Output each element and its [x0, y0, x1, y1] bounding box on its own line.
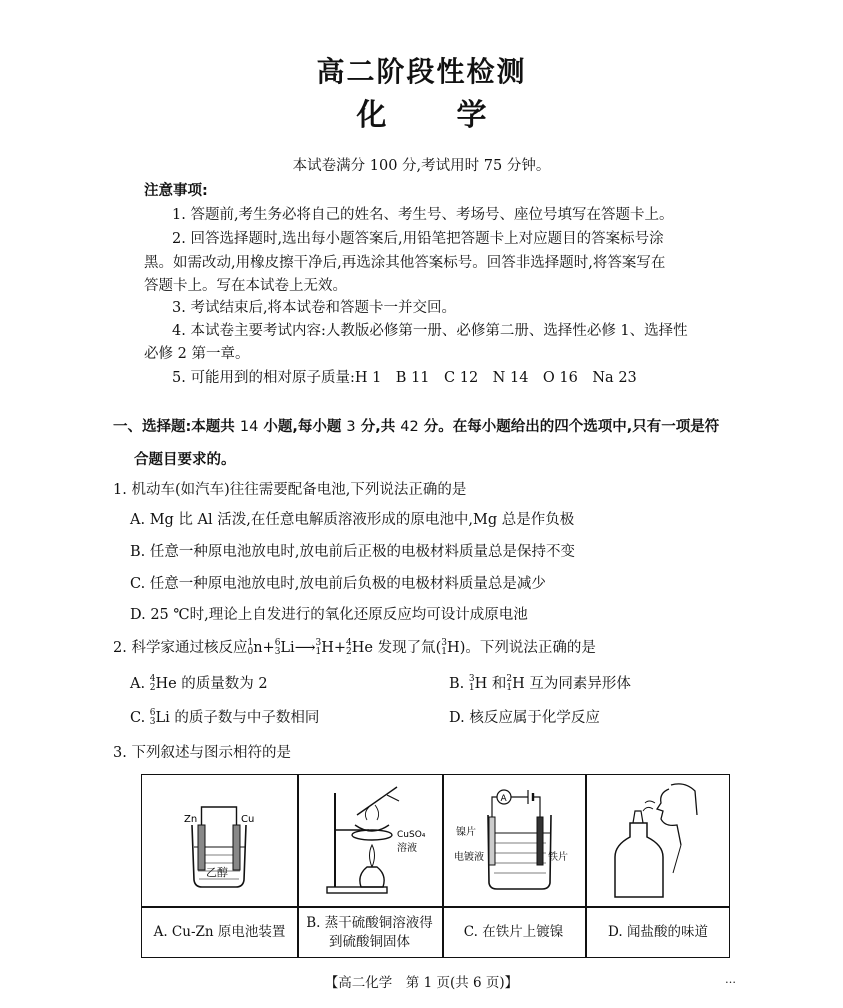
- figure-c-electroplating: [442, 775, 585, 906]
- q1-stem: 1. 机动车(如汽车)往往需要配备电池,下列说法正确的是: [113, 482, 467, 498]
- figure-b-solution-label: 溶液: [397, 843, 417, 854]
- q1-option-b: B. 任意一种原电池放电时,放电前后正极的电极材料质量总是保持不变: [130, 544, 575, 560]
- q3-stem: 3. 下列叙述与图示相符的是: [113, 745, 291, 761]
- q3-figure-table: [141, 774, 730, 958]
- figure-c-bath-label: 电镀液: [454, 852, 484, 863]
- q1-option-c: C. 任意一种原电池放电时,放电前后负极的电极材料质量总是减少: [130, 576, 546, 592]
- section-1-heading: 一、选择题:本题共 14 小题,每小题 3 分,共 42 分。在每小题给出的四个选项中,只有一项是符: [113, 419, 720, 435]
- figure-d-caption: D. 闻盐酸的味道: [608, 924, 708, 940]
- notes-heading: 注意事项:: [144, 183, 208, 199]
- subject-char-2: 学: [456, 98, 487, 133]
- page-footer: 【高二化学 第 1 页(共 6 页)】: [324, 975, 519, 991]
- q1-option-a: A. Mg 比 Al 活泼,在任意电解质溶液形成的原电池中,Mg 总是作负极: [130, 512, 575, 528]
- q2-option-b: B. 3 1H 和2 1H 互为同素异形体: [449, 674, 631, 693]
- subject-title: [0, 90, 843, 134]
- figure-b-caption: B. 蒸干硫酸铜溶液得 到硫酸铜固体: [306, 914, 433, 950]
- figure-c-nickel-label: 镍片: [456, 827, 476, 838]
- exam-title: 高二阶段性检测: [316, 55, 527, 88]
- figure-a-solution-label: 乙醇: [206, 866, 228, 879]
- note-item-2-line-1: 2. 回答选择题时,选出每小题答案后,用铅笔把答题卡上对应题目的答案标号涂: [172, 231, 664, 247]
- subject-char-1: 化: [356, 98, 387, 133]
- note-item-4-line-1: 4. 本试卷主要考试内容:人教版必修第一册、必修第二册、选择性必修 1、选择性: [172, 323, 688, 339]
- figure-b-evaporation: [297, 775, 442, 906]
- figure-b-cuso4-label: CuSO₄: [397, 830, 426, 840]
- figure-a-cu-zn-cell: [142, 775, 297, 906]
- q1-option-d: D. 25 ℃时,理论上自发进行的氧化还原反应均可设计成原电池: [130, 607, 528, 623]
- q2-option-d: D. 核反应属于化学反应: [449, 710, 600, 726]
- figure-a-zn-label: Zn: [184, 814, 198, 825]
- figure-c-caption: C. 在铁片上镀镍: [463, 924, 564, 940]
- note-item-3: 3. 考试结束后,将本试卷和答题卡一并交回。: [172, 300, 457, 316]
- note-item-4-line-2: 必修 2 第一章。: [144, 346, 250, 362]
- note-item-2-line-2: 黑。如需改动,用橡皮擦干净后,再选涂其他答案标号。回答非选择题时,将答案写在: [144, 255, 666, 271]
- note-item-2-line-3: 答题卡上。写在本试卷上无效。: [144, 278, 347, 294]
- q2-option-a: A. 4 2He 的质量数为 2: [130, 674, 268, 693]
- q2-option-c: C. 6 3Li 的质子数与中子数相同: [130, 708, 320, 727]
- figure-d-smell: [585, 775, 731, 906]
- figure-a-cu-label: Cu: [241, 814, 255, 825]
- figure-c-ammeter-label: A: [500, 794, 507, 804]
- corner-mark: …: [725, 973, 736, 986]
- note-item-5: 5. 可能用到的相对原子质量:H 1 B 11 C 12 N 14 O 16 Na 23: [172, 370, 637, 386]
- q2-stem: 2. 科学家通过核反应1 0n+6 3Li⟶3 1H+4 2He 发现了氚(3 1H)。下列说法正确的是: [113, 638, 596, 657]
- section-1-heading-line-2: 合题目要求的。: [134, 452, 236, 468]
- figure-c-iron-label: 铁片: [548, 852, 568, 863]
- figure-a-caption: A. Cu-Zn 原电池装置: [153, 924, 286, 940]
- exam-intro: 本试卷满分 100 分,考试用时 75 分钟。: [292, 158, 551, 174]
- note-item-1: 1. 答题前,考生务必将自己的姓名、考生号、考场号、座位号填写在答题卡上。: [172, 207, 674, 223]
